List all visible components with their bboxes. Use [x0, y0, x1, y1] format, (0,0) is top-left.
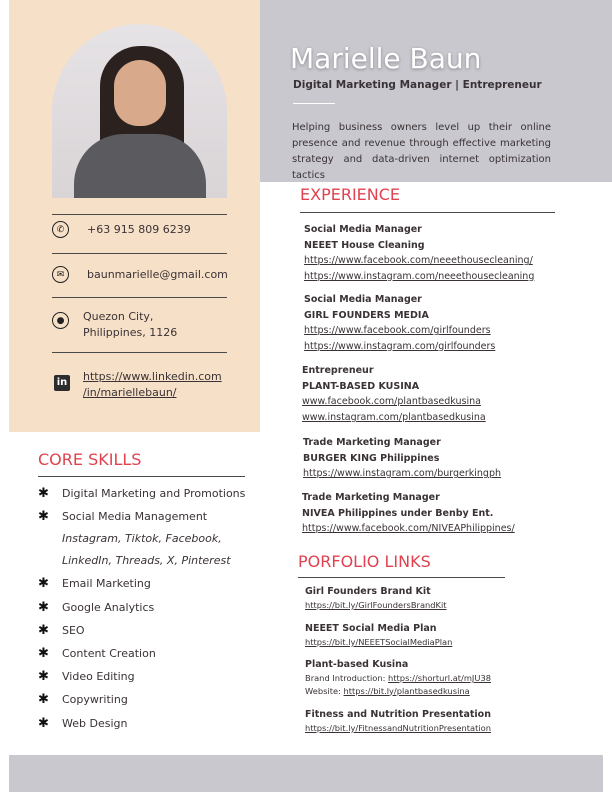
divider [52, 352, 227, 353]
portfolio-item [305, 657, 491, 697]
skills-list [38, 482, 258, 735]
experience-item [304, 292, 495, 354]
name: Marielle Baun [290, 42, 482, 75]
summary: Helping business owners level up their online presence and revenue through effective marketing strategy and data-driven internet optimization tactics [292, 122, 551, 181]
skill-item [38, 482, 258, 505]
job-company: NIVEA Philippines under Benby Ent. [302, 507, 494, 519]
portfolio-title: Fitness and Nutrition Presentation [305, 709, 491, 720]
job-role: Social Media Manager [304, 224, 422, 235]
job-link[interactable]: https://www.instagram.com/neeethousecleaning [304, 270, 535, 282]
skill-label: Web Design [62, 716, 128, 730]
job-company: GIRL FOUNDERS MEDIA [304, 309, 429, 321]
portfolio-link[interactable]: https://bit.ly/NEEETSocialMediaPlan [305, 637, 453, 647]
phone: +63 915 809 6239 [87, 223, 191, 236]
location-pin-icon: ● [52, 312, 69, 329]
asterisk-bullet-icon: ✱ [38, 576, 49, 592]
skill-item [38, 619, 258, 642]
skill-item [38, 505, 258, 528]
skill-label: Video Editing [62, 670, 135, 684]
portfolio-heading: PORFOLIO LINKS [298, 552, 431, 571]
job-company: NEEET House Cleaning [304, 239, 425, 251]
asterisk-bullet-icon: ✱ [38, 486, 49, 502]
divider [52, 253, 227, 254]
job-title: Digital Marketing Manager | Entrepreneur [293, 79, 542, 91]
job-link[interactable]: www.instagram.com/plantbasedkusina [302, 411, 486, 423]
divider [52, 214, 227, 215]
experience-item [302, 490, 515, 537]
divider [38, 476, 245, 477]
job-role: Trade Marketing Manager [302, 492, 440, 503]
email-icon: ✉ [52, 266, 69, 283]
job-link[interactable]: www.facebook.com/plantbasedkusina [302, 396, 481, 408]
link-label: Website: [305, 685, 344, 696]
job-role: Trade Marketing Manager [303, 437, 441, 448]
job-link[interactable]: https://www.facebook.com/NIVEAPhilippines/ [302, 523, 515, 535]
portfolio-link[interactable]: https://bit.ly/GirlFoundersBrandKit [305, 600, 447, 610]
portfolio-title: Girl Founders Brand Kit [305, 586, 431, 597]
link-line: /in/mariellebaun/ [83, 386, 177, 399]
job-link[interactable]: https://www.instagram.com/girlfounders [304, 340, 496, 352]
skill-item [38, 688, 258, 711]
asterisk-bullet-icon: ✱ [38, 599, 49, 615]
portfolio-item [305, 707, 491, 735]
skill-item [38, 596, 258, 619]
job-role: Entrepreneur [302, 365, 374, 376]
portfolio-link[interactable]: https://bit.ly/plantbasedkusina [343, 685, 470, 696]
skill-item [38, 642, 258, 665]
asterisk-bullet-icon: ✱ [38, 622, 49, 638]
asterisk-bullet-icon: ✱ [38, 669, 49, 685]
skill-label: Copywriting [62, 693, 128, 707]
skill-item [38, 572, 258, 595]
address-line: Quezon City, [83, 310, 154, 323]
experience-item [302, 363, 486, 425]
skill-item [38, 712, 258, 735]
experience-heading: EXPERIENCE [300, 185, 401, 204]
portfolio-link[interactable]: https://shorturl.at/mJU38 [388, 673, 491, 683]
experience-item [303, 435, 501, 482]
skill-label: SEO [62, 623, 85, 637]
address-line: Philippines, 1126 [83, 326, 178, 339]
portfolio-item [305, 584, 447, 612]
job-link[interactable]: https://www.facebook.com/girlfounders [304, 325, 491, 337]
divider [300, 212, 555, 213]
skill-label: Content Creation [62, 647, 156, 661]
link-line: https://www.linkedin.com [83, 370, 222, 383]
footer-band [9, 755, 603, 792]
skill-label: Digital Marketing and Promotions [62, 487, 246, 501]
email[interactable]: baunmarielle@gmail.com [87, 268, 228, 281]
divider [293, 103, 335, 104]
portfolio-link[interactable]: https://bit.ly/FitnessandNutritionPresentation [305, 723, 491, 733]
asterisk-bullet-icon: ✱ [38, 646, 49, 662]
portfolio-item [305, 621, 452, 649]
platforms-line: LinkedIn, Threads, X, Pinterest [62, 554, 231, 568]
skill-label: Google Analytics [62, 600, 155, 614]
skills-heading: CORE SKILLS [38, 450, 142, 469]
job-company: PLANT-BASED KUSINA [302, 380, 420, 392]
asterisk-bullet-icon: ✱ [38, 692, 49, 708]
job-company: BURGER KING Philippines [303, 452, 440, 464]
job-link[interactable]: https://www.facebook.com/neeethousecleaning/ [304, 255, 533, 267]
linkedin-link[interactable] [83, 369, 222, 401]
job-link[interactable]: https://www.instagram.com/burgerkingph [303, 468, 502, 480]
asterisk-bullet-icon: ✱ [38, 715, 49, 731]
skill-label: Email Marketing [62, 577, 151, 591]
phone-icon: ✆ [52, 221, 69, 238]
skill-label: Social Media Management [62, 510, 208, 524]
job-role: Social Media Manager [304, 294, 422, 305]
profile-photo [52, 24, 227, 198]
platforms-line: Instagram, Tiktok, Facebook, [62, 532, 222, 546]
divider [298, 577, 505, 578]
skill-item [38, 665, 258, 688]
address [83, 309, 177, 341]
asterisk-bullet-icon: ✱ [38, 509, 49, 525]
link-label: Brand Introduction: [305, 673, 389, 683]
portfolio-title: Plant-based Kusina [305, 659, 409, 670]
experience-item [304, 222, 534, 284]
linkedin-icon: in [54, 375, 70, 391]
divider [52, 297, 227, 298]
platforms [38, 528, 258, 572]
portfolio-title: NEEET Social Media Plan [305, 623, 437, 634]
